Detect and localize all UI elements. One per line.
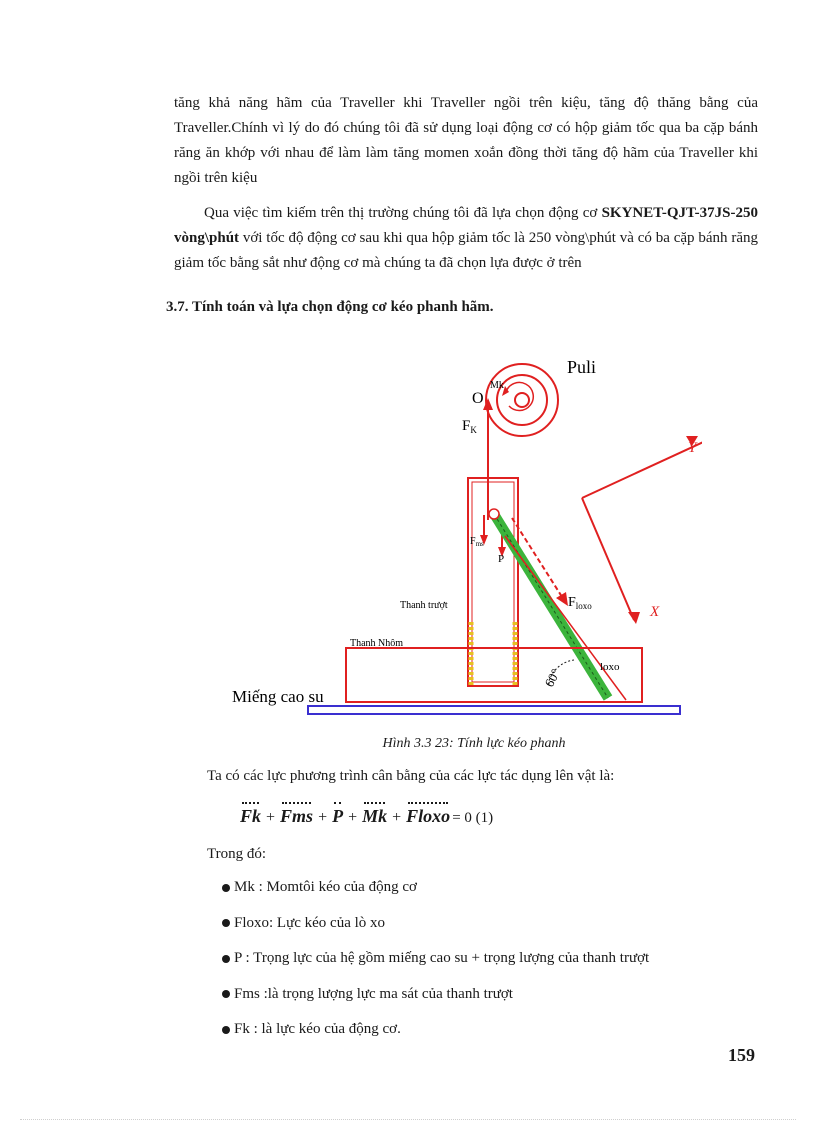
bullet-icon (222, 1026, 230, 1034)
spring-force-label: $F_{loxo}$ (568, 595, 592, 611)
slider-label: Thanh trượt (400, 600, 448, 611)
force-k-arrow-icon (483, 398, 493, 410)
eq-term-mk: Mk (362, 806, 388, 826)
angle-label: 60° (541, 666, 564, 690)
bullet-icon (222, 919, 230, 927)
spring-label: loxo (600, 661, 620, 673)
eq-op: + (348, 809, 358, 826)
moment-label: Mk (490, 380, 504, 391)
list-item: Fms :là trọng lượng lực ma sát của thanh trượt (222, 986, 649, 1022)
where-label: Trong đó: (207, 846, 267, 862)
axis-x-label: X (650, 604, 660, 620)
motor-model: SKYNET-QJT-37JS-250 vòng\phút (174, 205, 758, 246)
footer-divider (20, 1119, 796, 1120)
eq-term-fk: Fk (240, 806, 262, 826)
equation-intro: Ta có các lực phương trình cân bằng của các lực tác dụng lên vật là: (207, 768, 615, 784)
rubber-label: Miếng cao su (232, 687, 324, 706)
rubber-pad-rect (308, 706, 680, 714)
paragraph-motor-text-after: với tốc độ động cơ sau khi qua hộp giảm tốc là 250 vòng\phút và có ba cặp bánh răng giảm tốc bằng sắt như động cơ mà chúng ta đã chọn lựa được ở trên (174, 230, 758, 271)
weight-label: P (498, 553, 505, 565)
force-k-label: $F_K$ (462, 418, 477, 435)
eq-term-floxo: Floxo (406, 806, 451, 826)
bullet-icon (222, 955, 230, 963)
definition-list (222, 879, 649, 1057)
list-item: P : Trọng lực của hệ gồm miếng cao su + trọng lượng của thanh trượt (222, 950, 649, 986)
eq-term-p: P (332, 806, 344, 826)
bullet-icon (222, 990, 230, 998)
equilibrium-equation (240, 806, 493, 827)
section-heading: 3.7. Tính toán và lựa chọn động cơ kéo phanh hãm. (166, 299, 494, 315)
origin-label: O (472, 390, 484, 407)
paragraph-motor-choice (174, 201, 758, 276)
paragraph-motor-text-before: Qua việc tìm kiếm trên thị trường chúng tôi đã lựa chọn động cơ (204, 205, 602, 221)
pulley-icon (486, 364, 558, 436)
page-number: 159 (728, 1045, 755, 1065)
friction-label: $F_{ms}$ (470, 536, 484, 548)
eq-rhs: = 0 (1) (452, 810, 494, 826)
figure-caption: Hình 3.3 23: Tính lực kéo phanh (382, 736, 566, 751)
brake-force-diagram (222, 340, 702, 725)
coordinate-axes-icon (582, 436, 702, 624)
eq-op: + (266, 809, 276, 826)
bullet-icon (222, 884, 230, 892)
list-item: Fk : là lực kéo của động cơ. (222, 1021, 649, 1057)
eq-op: + (392, 809, 402, 826)
list-item: Floxo: Lực kéo của lò xo (222, 915, 649, 951)
paragraph-intro: tăng khả năng hãm của Traveller khi Traveller ngồi trên kiệu, tăng độ thăng bằng của Traveller.Chính vì lý do đó chúng tôi đã sử dụng loại động cơ có hộp giảm tốc qua ba cặp bánh răng ăn khớp với nhau để làm làm tăng momen xoắn đồng thời tăng độ hãm của Traveller khi ngồi trên kiệu (174, 95, 758, 186)
aluminum-bar-label: Thanh Nhôm (350, 638, 404, 649)
axis-y-label: Y (688, 440, 697, 456)
list-item: Mk : Momtôi kéo của động cơ (222, 879, 649, 915)
pulley-label: Puli (567, 357, 597, 377)
eq-term-fms: Fms (280, 806, 314, 826)
eq-op: + (318, 809, 328, 826)
